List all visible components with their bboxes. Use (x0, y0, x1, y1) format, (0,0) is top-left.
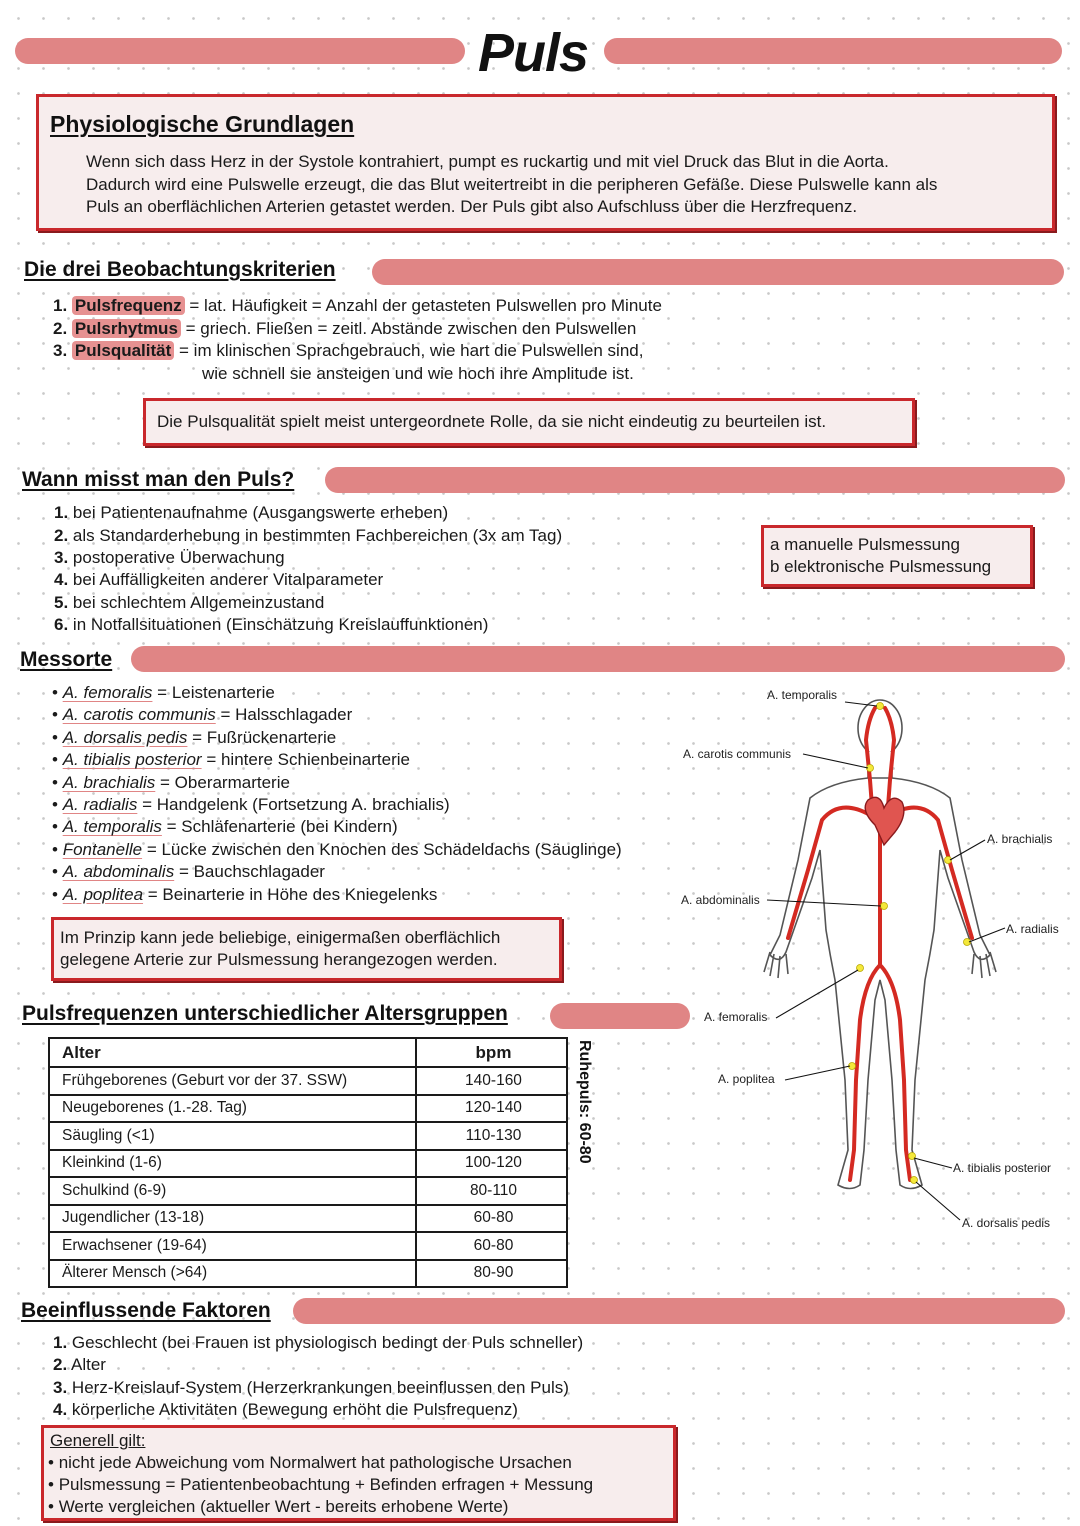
artery-description: = Leistenarterie (157, 683, 275, 702)
messort-item (52, 683, 275, 703)
cell-alter: Erwachsener (19-64) (49, 1232, 416, 1260)
messort-item (52, 773, 290, 793)
item-text: bei Auffälligkeiten anderer Vitalparameter (72, 570, 384, 589)
generell-line: • Werte vergleichen (aktueller Wert - bereits erhobene Werte) (48, 1497, 509, 1516)
cell-alter: Frühgeborenes (Geburt vor der 37. SSW) (49, 1067, 416, 1095)
faktoren-item (53, 1333, 583, 1353)
bullet: • (52, 750, 63, 770)
item-number: 3. (53, 1378, 68, 1397)
generell-line: • nicht jede Abweichung vom Normalwert hat pathologische Ursachen (48, 1453, 572, 1472)
cell-alter: Säugling (<1) (49, 1122, 416, 1150)
artery-name: Fontanelle (62, 839, 143, 859)
cell-alter: Älterer Mensch (>64) (49, 1260, 416, 1288)
label-abdominalis: A. abdominalis (681, 893, 760, 907)
item-number: 3. (54, 548, 69, 567)
item-number: 2. (54, 526, 69, 545)
cell-bpm: 100-120 (416, 1150, 567, 1178)
messort-item (52, 817, 398, 837)
artery-description: = Fußrückenarterie (192, 727, 337, 747)
item-number: 5. (54, 593, 69, 612)
table-row (49, 1067, 567, 1095)
table-header-row (49, 1038, 567, 1067)
table-row (49, 1095, 567, 1123)
cell-bpm: 110-130 (416, 1122, 567, 1150)
grundlagen-line: Wenn sich dass Herz in der Systole kontrahiert, pumpt es ruckartig und mit viel Druck das Blut in die Aorta. (86, 152, 889, 171)
kriterien-heading: Die drei Beobachtungskriterien (24, 258, 336, 281)
faktoren-item (53, 1400, 518, 1420)
artery-name: A. temporalis (62, 817, 162, 837)
label-brachialis: A. brachialis (987, 832, 1053, 846)
bullet: • (52, 839, 63, 859)
item-number: 1. (54, 503, 69, 522)
artery-name: A. radialis (62, 795, 138, 814)
messorte-note-box (51, 917, 562, 981)
wann-item (54, 503, 448, 523)
cell-bpm: 80-110 (416, 1177, 567, 1205)
frequenzen-heading: Pulsfrequenzen unterschiedlicher Altersgruppen (22, 1002, 508, 1025)
wann-item (54, 548, 285, 568)
item-number: 4. (54, 570, 69, 589)
item-text: bei Patientenaufnahme (Ausgangswerte erheben) (72, 503, 449, 522)
messort-item (52, 705, 352, 725)
artery-name: A. brachialis (62, 772, 156, 792)
artery-description: = Lücke zwischen den Knochen des Schädeldachs (Säuglinge) (146, 839, 622, 859)
label-poplitea: A. poplitea (718, 1072, 775, 1086)
faktoren-bar (293, 1298, 1065, 1324)
cell-bpm: 60-80 (416, 1205, 567, 1233)
artery-description: = Bauchschlagader (178, 862, 325, 882)
wann-bar (325, 467, 1065, 493)
grundlagen-heading: Physiologische Grundlagen (50, 111, 355, 137)
item-text: Herz-Kreislauf-System (Herzerkrankungen beeinflussen den Puls) (71, 1378, 569, 1397)
artery-description: = Oberarmarterie (160, 772, 290, 792)
cell-bpm: 60-80 (416, 1232, 567, 1260)
kriterien-item (53, 296, 662, 316)
page-title: Puls (478, 23, 589, 83)
bullet: • (52, 705, 63, 725)
messorte-note-line: gelegene Arterie zur Pulsmessung herangezogen werden. (60, 950, 498, 969)
ruhepuls-label: Ruhepuls: 60-80 (576, 1040, 593, 1164)
label-carotis: A. carotis communis (683, 747, 792, 761)
item-text: körperliche Aktivitäten (Bewegung erhöht die Pulsfrequenz) (71, 1400, 518, 1419)
label-temporalis: A. temporalis (767, 688, 838, 702)
item-text: postoperative Überwachung (72, 548, 285, 567)
column-header-alter: Alter (49, 1038, 416, 1067)
wann-item (54, 615, 488, 635)
messort-item (52, 840, 622, 860)
label-radialis: A. radialis (1006, 922, 1059, 936)
item-text: in Notfallsituationen (Einschätzung Kreislauffunktionen) (72, 615, 489, 634)
term-highlight: Pulsrhytmus (72, 319, 181, 338)
item-text: Alter (70, 1355, 106, 1374)
frequency-table (48, 1037, 568, 1288)
artery-description: = hintere Schienbeinarterie (206, 750, 410, 770)
messort-item (52, 885, 437, 905)
term-highlight: Pulsfrequenz (72, 296, 185, 315)
bullet: • (52, 795, 63, 814)
messort-item (52, 862, 325, 882)
generell-text: Werte vergleichen (aktueller Wert - bereits erhobene Werte) (58, 1497, 509, 1516)
term-highlight: Pulsqualität (72, 341, 174, 360)
messort-item (52, 750, 410, 770)
wann-item (54, 593, 324, 613)
grundlagen-line: Dadurch wird eine Pulswelle erzeugt, die das Blut weitertreibt in die peripheren Gefäße. Diese Pulswelle kann als (86, 175, 938, 194)
cell-bpm: 140-160 (416, 1067, 567, 1095)
kriterien-note: Die Pulsqualität spielt meist untergeordnete Rolle, da sie nicht eindeutig zu beurteilen ist. (157, 412, 827, 431)
artery-name: A. abdominalis (62, 862, 175, 882)
wann-item (54, 526, 562, 546)
wann-heading: Wann misst man den Puls? (22, 468, 295, 491)
table-row (49, 1205, 567, 1233)
generell-line: • Pulsmessung = Patientenbeobachtung + Befinden erfragen + Messung (48, 1475, 594, 1494)
bullet: • (52, 683, 63, 702)
table-row (49, 1122, 567, 1150)
generell-text: Pulsmessung = Patientenbeobachtung + Befinden erfragen + Messung (58, 1475, 594, 1494)
table-row (49, 1232, 567, 1260)
item-number: 1. (53, 1333, 68, 1352)
faktoren-item (53, 1378, 569, 1398)
cell-bpm: 80-90 (416, 1260, 567, 1288)
bullet: • (52, 862, 63, 882)
faktoren-item (53, 1355, 106, 1375)
wann-item (54, 570, 383, 590)
grundlagen-line: Puls an oberflächlichen Arterien getastet werden. Der Puls gibt also Aufschluss über die Herzfrequenz. (86, 197, 858, 216)
title-bar-right (604, 38, 1062, 64)
cell-alter: Neugeborenes (1.-28. Tag) (49, 1095, 416, 1123)
generell-text: nicht jede Abweichung vom Normalwert hat pathologische Ursachen (58, 1453, 572, 1472)
messorte-heading: Messorte (20, 648, 113, 671)
item-description: = griech. Fließen = zeitl. Abstände zwischen den Pulswellen (185, 319, 637, 338)
kriterien-item (53, 341, 643, 361)
method-item: b elektronische Pulsmessung (770, 557, 992, 576)
cell-bpm: 120-140 (416, 1095, 567, 1123)
artery-name: A. carotis communis (62, 705, 216, 725)
messorte-note-line: Im Prinzip kann jede beliebige, einigermaßen oberflächlich (60, 928, 501, 947)
label-dorsalis: A. dorsalis pedis (962, 1216, 1051, 1230)
artery-description: = Schläfenarterie (bei Kindern) (166, 817, 398, 837)
bullet: • (52, 727, 63, 747)
body-artery-diagram (670, 680, 1080, 1240)
messort-item (52, 795, 450, 815)
item-number: 1. (53, 296, 68, 315)
cell-alter: Jugendlicher (13-18) (49, 1205, 416, 1233)
messort-item (52, 728, 336, 748)
table-row (49, 1177, 567, 1205)
artery-name: A. dorsalis pedis (62, 727, 188, 747)
label-tibialis: A. tibialis posterior (953, 1161, 1052, 1175)
artery-name: A. tibialis posterior (62, 750, 202, 770)
bullet: • (52, 884, 63, 904)
messorte-bar (131, 646, 1065, 672)
frequenzen-bar (550, 1003, 690, 1029)
method-item: a manuelle Pulsmessung (770, 535, 960, 554)
item-number: 6. (54, 615, 69, 634)
table-row (49, 1150, 567, 1178)
column-header-bpm: bpm (416, 1038, 567, 1067)
faktoren-heading: Beeinflussende Faktoren (21, 1299, 271, 1322)
label-femoralis: A. femoralis (704, 1010, 768, 1024)
item-text: Geschlecht (bei Frauen ist physiologisch bedingt der Puls schneller) (71, 1333, 584, 1352)
title-bar-left (15, 38, 465, 64)
item-number: 4. (53, 1400, 68, 1419)
kriterien-note-box (143, 398, 915, 446)
item-description: = im klinischen Sprachgebrauch, wie hart die Pulswellen sind, (179, 341, 644, 360)
item-description: = lat. Häufigkeit = Anzahl der getasteten Pulswellen pro Minute (189, 296, 662, 315)
generell-title: Generell gilt: (50, 1431, 146, 1450)
artery-description: = Halsschlagader (220, 705, 353, 725)
artery-description: = Handgelenk (Fortsetzung A. brachialis) (142, 795, 450, 814)
kriterien-item (53, 319, 636, 339)
item-text: bei schlechtem Allgemeinzustand (72, 593, 325, 612)
item-number: 2. (53, 1355, 68, 1374)
artery-description: = Beinarterie in Höhe des Kniegelenks (147, 884, 438, 904)
kriterien-continuation: wie schnell sie ansteigen und wie hoch ihre Amplitude ist. (202, 364, 634, 383)
generell-box (41, 1425, 676, 1521)
item-text: als Standarderhebung in bestimmten Fachbereichen (3x am Tag) (72, 526, 563, 545)
item-number: 3. (53, 341, 68, 360)
item-number: 2. (53, 319, 68, 338)
artery-name: A. poplitea (62, 884, 144, 904)
cell-alter: Schulkind (6-9) (49, 1177, 416, 1205)
grundlagen-box (36, 94, 1055, 231)
table-row (49, 1260, 567, 1288)
kriterien-bar (372, 259, 1064, 285)
bullet: • (52, 772, 63, 792)
artery-name: A. femoralis (62, 683, 153, 702)
methods-box (761, 525, 1033, 587)
bullet: • (52, 817, 63, 837)
cell-alter: Kleinkind (1-6) (49, 1150, 416, 1178)
